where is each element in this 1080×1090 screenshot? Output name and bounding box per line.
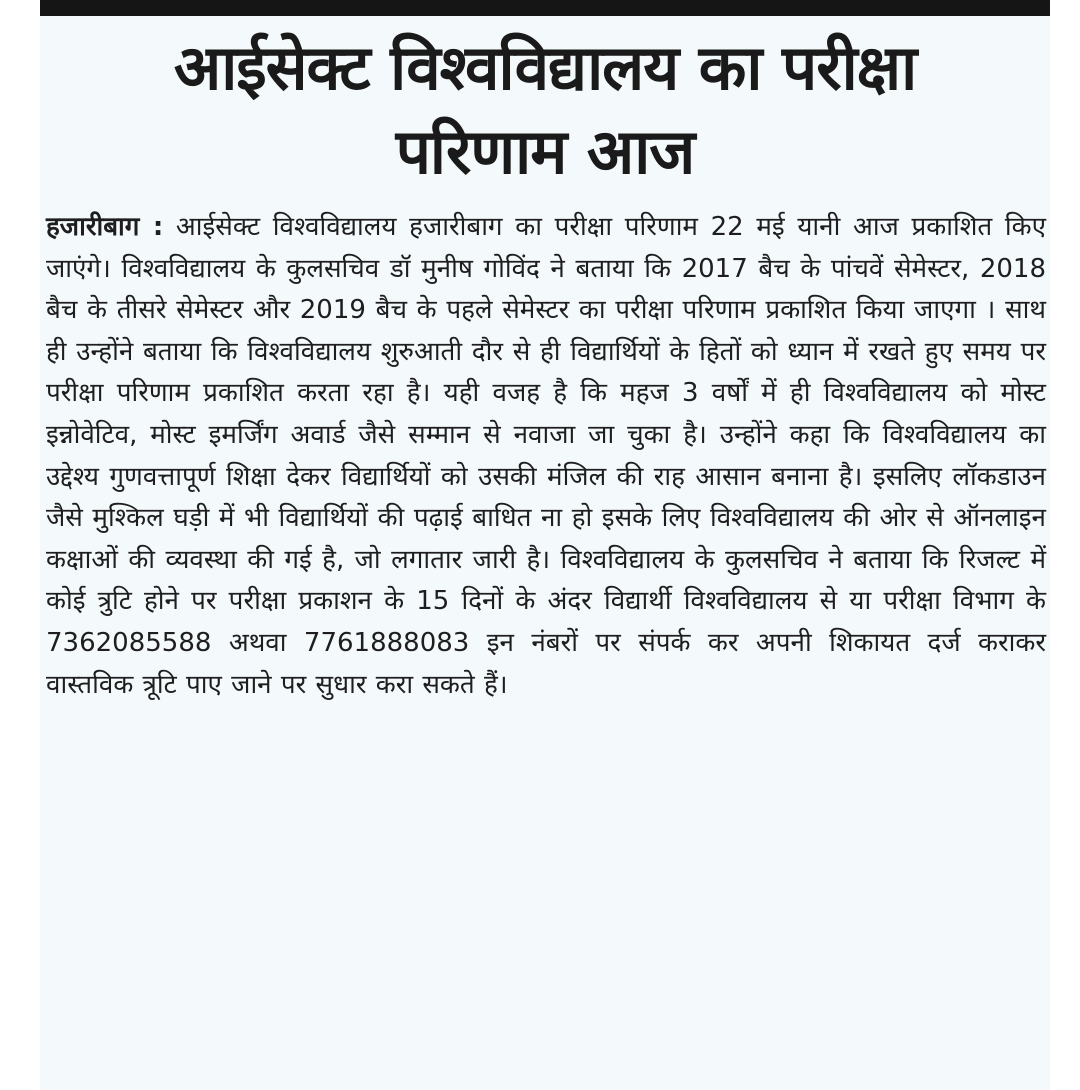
dateline: हजारीबाग :: [46, 212, 164, 242]
headline-line-1: आईसेक्ट विश्वविद्यालय का परीक्षा: [173, 31, 917, 104]
article-text: आईसेक्ट विश्वविद्यालय हजारीबाग का परीक्षा परिणाम 22 मई यानी आज प्रकाशित किए जाएंगे। विश्वविद्यालय के कुलसचिव डॉ मुनीष गोविंद ने बताया कि 2017 बैच के पांचवें सेमेस्टर, 2018 बैच के तीसरे सेमेस्टर और 2019 बैच के पहले सेमेस्टर का परीक्षा परिणाम प्रकाशित किया जाएगा । साथ ही उन्होंने बताया कि विश्वविद्यालय शुरुआती दौर से ही विद्यार्थियों के हितों को ध्यान में रखते हुए समय पर परीक्षा परिणाम प्रकाशित करता रहा है। यही वजह है कि महज 3 वर्षों में ही विश्वविद्यालय को मोस्ट इन्नोवेटिव, मोस्ट इमर्जिंग अवार्ड जैसे सम्मान से नवाजा जा चुका है। उन्होंने कहा कि विश्वविद्यालय का उद्देश्य गुणवत्तापूर्ण शिक्षा देकर विद्यार्थियों को उसकी मंजिल की राह आसान बनाना है। इसलिए लॉकडाउन जैसे मुश्किल घड़ी में भी विद्यार्थियों की पढ़ाई बाधित ना हो इसके लिए विश्वविद्यालय की ओर से ऑनलाइन कक्षाओं की व्यवस्था की गई है, जो लगातार जारी है। विश्वविद्यालय के कुलसचिव ने बताया कि रिजल्ट में कोई त्रुटि होने पर परीक्षा प्रकाशन के 15 दिनों के अंदर विद्यार्थी विश्वविद्यालय से या परीक्षा विभाग के 7362085588 अथवा 7761888083 इन नंबरों पर संपर्क कर अपनी शिकायत दर्ज कराकर वास्तविक त्रूटि पाए जाने पर सुधार करा सकते हैं।: [46, 212, 1046, 700]
newspaper-clipping: [40, 0, 1050, 1090]
top-rule: [40, 0, 1050, 16]
headline: [40, 26, 1050, 194]
article-body: [46, 207, 1046, 706]
headline-line-2: परिणाम आज: [395, 115, 695, 188]
